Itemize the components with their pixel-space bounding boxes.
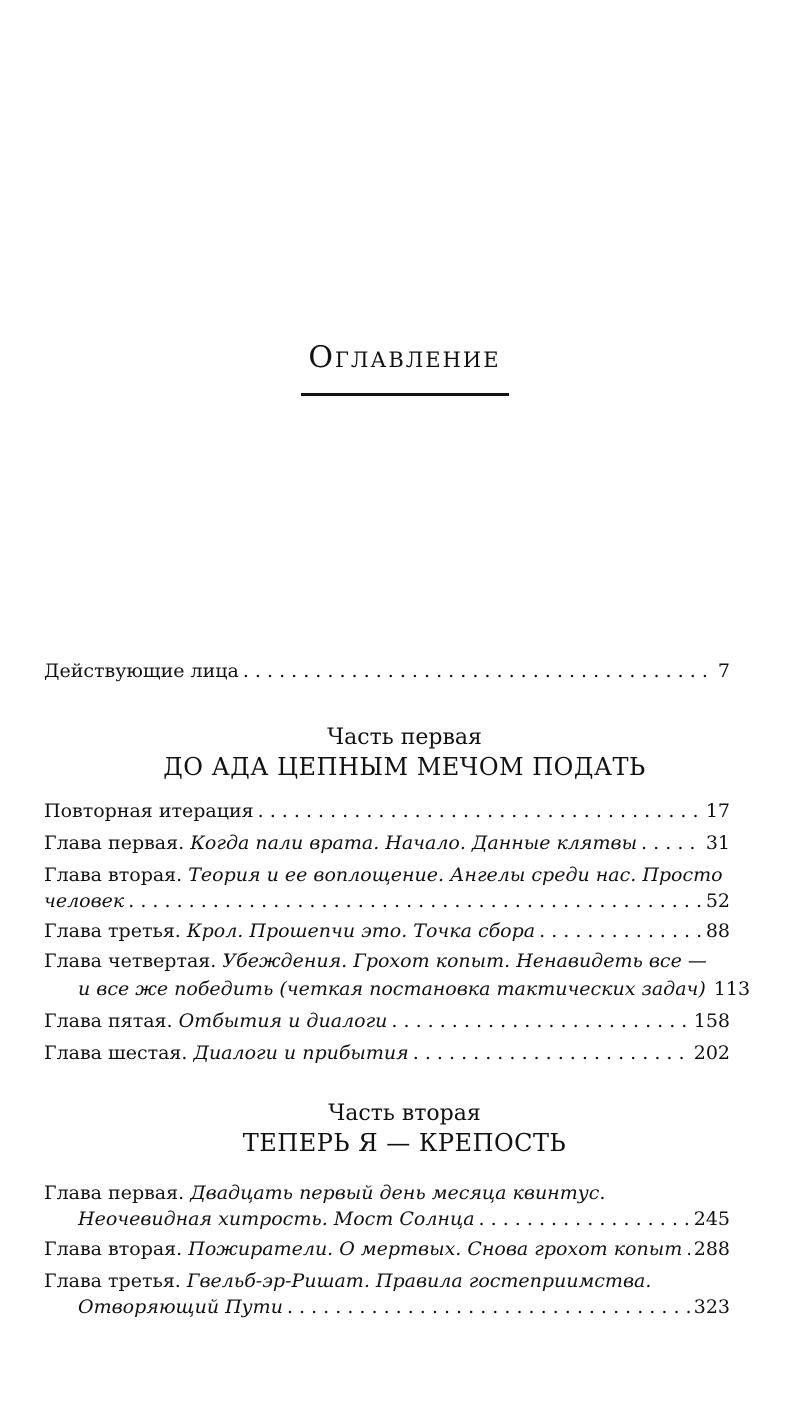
- dot-leader: [243, 658, 714, 684]
- entry-prefix: Глава четвертая.: [44, 950, 223, 972]
- toc-entry[interactable]: [44, 798, 730, 824]
- entry-label: человек: [44, 890, 125, 912]
- dot-leader: [539, 918, 702, 944]
- dot-leader: [479, 1206, 690, 1232]
- dot-leader: [128, 888, 702, 914]
- dot-leader: [413, 1040, 690, 1066]
- entry-page: 158: [693, 1010, 730, 1032]
- entry-prefix: Глава первая.: [44, 1182, 191, 1204]
- entry-page: 31: [705, 832, 730, 854]
- entry-page: 323: [693, 1296, 730, 1318]
- entry-label: Глава первая. Когда пали врата. Начало. Данные клятвы: [44, 832, 638, 854]
- entry-prefix: Глава третья.: [44, 1270, 187, 1292]
- entry-label: Неочевидная хитрость. Мост Солнца: [78, 1208, 475, 1230]
- entry-label: Глава третья. Крол. Прошепчи это. Точка сбора: [44, 920, 536, 942]
- entry-label: Действующие лица: [44, 660, 239, 682]
- toc-entry-front[interactable]: [44, 658, 730, 684]
- entry-page: 7: [717, 660, 730, 682]
- entry-title: Гвельб-эр-Ришат. Правила гостеприимства.: [186, 1270, 652, 1292]
- entry-label: Повторная итерация: [44, 800, 254, 822]
- toc-entry[interactable]: [44, 1236, 730, 1262]
- toc-entry-line2[interactable]: [78, 976, 751, 1002]
- toc-entry[interactable]: [44, 830, 730, 856]
- part-heading: Часть первая: [327, 725, 482, 750]
- toc-entry-line2[interactable]: [44, 888, 730, 914]
- entry-title: Убеждения. Грохот копыт. Ненавидеть все —: [222, 950, 707, 972]
- toc-entry[interactable]: [44, 918, 730, 944]
- entry-page: 17: [705, 800, 730, 822]
- entry-label: Отворяющий Пути: [78, 1296, 283, 1318]
- entry-title: Теория и ее воплощение. Ангелы среди нас. Просто: [188, 864, 723, 886]
- entry-page: 113: [713, 978, 751, 1000]
- toc-entry[interactable]: [44, 1008, 730, 1034]
- page-title: Оглавление: [308, 340, 501, 375]
- toc-entry-line2[interactable]: [78, 1294, 730, 1320]
- title-underline: [301, 393, 509, 396]
- toc-entry-line1[interactable]: [44, 862, 730, 888]
- entry-page: 88: [705, 920, 730, 942]
- toc-entry-line1[interactable]: [44, 1180, 730, 1206]
- dot-leader: [391, 1008, 689, 1034]
- entry-page: 288: [693, 1238, 730, 1260]
- entry-prefix: Глава вторая.: [44, 864, 189, 886]
- dot-leader: [258, 798, 702, 824]
- entry-page: 245: [693, 1208, 730, 1230]
- dot-leader: [641, 830, 702, 856]
- toc-entry-line1[interactable]: [44, 1268, 730, 1294]
- toc-entry-line2[interactable]: [78, 1206, 730, 1232]
- entry-label: Глава пятая. Отбытия и диалоги: [44, 1010, 388, 1032]
- part-heading: Часть вторая: [328, 1101, 481, 1126]
- dot-leader: [287, 1294, 690, 1320]
- dot-leader: [686, 1236, 690, 1262]
- entry-page: 52: [705, 890, 730, 912]
- toc-entry[interactable]: [44, 1040, 730, 1066]
- part-title: ТЕПЕРЬ Я — КРЕПОСТЬ: [242, 1129, 567, 1157]
- entry-label: Глава шестая. Диалоги и прибытия: [44, 1042, 409, 1064]
- toc-entry-line1[interactable]: [44, 948, 730, 974]
- entry-label: Глава вторая. Пожиратели. О мертвых. Снова грохот копыт: [44, 1238, 683, 1260]
- part-title: ДО АДА ЦЕПНЫМ МЕЧОМ ПОДАТЬ: [163, 753, 646, 781]
- entry-page: 202: [693, 1042, 730, 1064]
- entry-label: и все же победить (четкая постановка тактических задач): [78, 978, 706, 1000]
- entry-title: Двадцать первый день месяца квинтус.: [190, 1182, 606, 1204]
